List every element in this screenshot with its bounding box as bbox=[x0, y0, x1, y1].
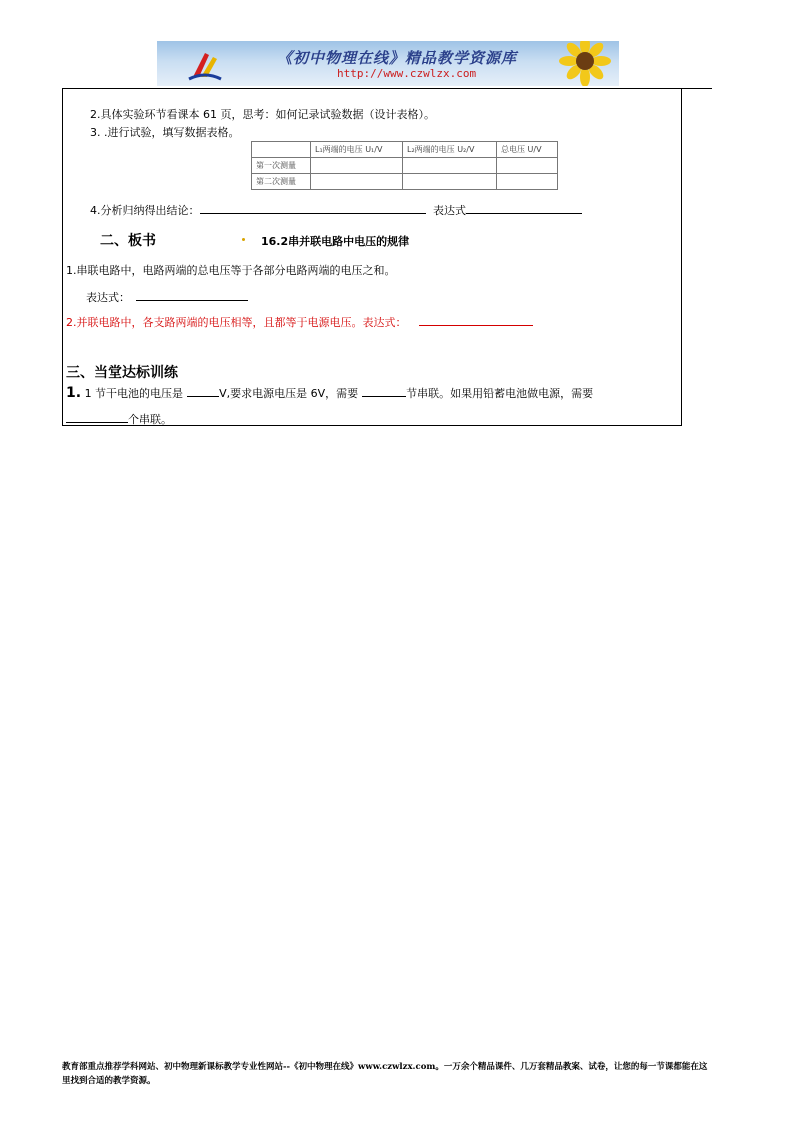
question-text: 个串联。 bbox=[128, 413, 172, 426]
table-header-row bbox=[252, 142, 558, 158]
experiment-step-2: 2.具体实验环节看课本 61 页，思考：如何记录试验数据（设计表格）。 bbox=[90, 108, 435, 121]
board-subtitle: 16.2串并联电路中电压的规律 bbox=[261, 235, 410, 248]
answer-blank[interactable] bbox=[66, 412, 128, 423]
training-heading: 三、当堂达标训练 bbox=[66, 365, 178, 381]
table-cell[interactable] bbox=[311, 174, 403, 190]
question-1 bbox=[66, 385, 593, 401]
table-header-cell: L₂两端的电压 U₂/V bbox=[403, 142, 497, 158]
expression-blank[interactable] bbox=[466, 203, 582, 214]
board-heading: 二、板书 bbox=[100, 233, 156, 249]
experiment-step-4 bbox=[90, 202, 582, 218]
sunflower-icon bbox=[545, 41, 615, 86]
board-item-1-expression bbox=[86, 289, 248, 305]
question-number: 1. bbox=[66, 385, 82, 401]
decorative-dot bbox=[242, 238, 245, 241]
table-cell[interactable] bbox=[403, 158, 497, 174]
answer-blank[interactable] bbox=[187, 386, 219, 397]
table-row-label: 第一次测量 bbox=[252, 158, 311, 174]
table-header-cell: L₁两端的电压 U₁/V bbox=[311, 142, 403, 158]
question-text: 节串联。如果用铅蓄电池做电源，需要 bbox=[406, 387, 594, 400]
table-cell[interactable] bbox=[311, 158, 403, 174]
data-table bbox=[251, 141, 558, 190]
experiment-step-3: 3. .进行试验，填写数据表格。 bbox=[90, 126, 240, 139]
table-header-cell: 总电压 U/V bbox=[497, 142, 558, 158]
header-banner bbox=[157, 41, 619, 86]
banner-title: 《初中物理在线》精品教学资源库 bbox=[277, 49, 518, 67]
table-cell[interactable] bbox=[403, 174, 497, 190]
table-row bbox=[252, 174, 558, 190]
expression-blank[interactable] bbox=[419, 315, 533, 326]
expression-blank[interactable] bbox=[136, 290, 248, 301]
site-logo-icon bbox=[187, 47, 223, 83]
table-cell[interactable] bbox=[497, 174, 558, 190]
banner-url[interactable]: http://www.czwlzx.com bbox=[337, 67, 477, 80]
footer-note: 教育部重点推荐学科网站、初中物理新课标教学专业性网站--《初中物理在线》www.czwlzx.com。一万余个精品课件、几万套精品教案、试卷，让您的每一节课都能在这里找到合适的教学资源。 bbox=[62, 1062, 708, 1086]
table-row bbox=[252, 158, 558, 174]
question-text: V,要求电源电压是 6V，需要 bbox=[219, 387, 359, 400]
answer-blank[interactable] bbox=[362, 386, 406, 397]
board-item-2-text: 2.并联电路中，各支路两端的电压相等，且都等于电源电压。表达式： bbox=[66, 316, 407, 329]
table-header-cell bbox=[252, 142, 311, 158]
conclusion-label: 4.分析归纳得出结论： bbox=[90, 204, 200, 217]
expression-label: 表达式： bbox=[86, 291, 130, 304]
question-text: 1 节干电池的电压是 bbox=[84, 387, 184, 400]
board-item-1: 1.串联电路中，电路两端的总电压等于各部分电路两端的电压之和。 bbox=[66, 264, 396, 277]
board-item-2 bbox=[66, 314, 533, 330]
table-cell[interactable] bbox=[497, 158, 558, 174]
conclusion-blank[interactable] bbox=[200, 203, 426, 214]
table-row-label: 第二次测量 bbox=[252, 174, 311, 190]
expression-label: 表达式 bbox=[433, 204, 466, 217]
question-1-continued bbox=[66, 411, 172, 427]
